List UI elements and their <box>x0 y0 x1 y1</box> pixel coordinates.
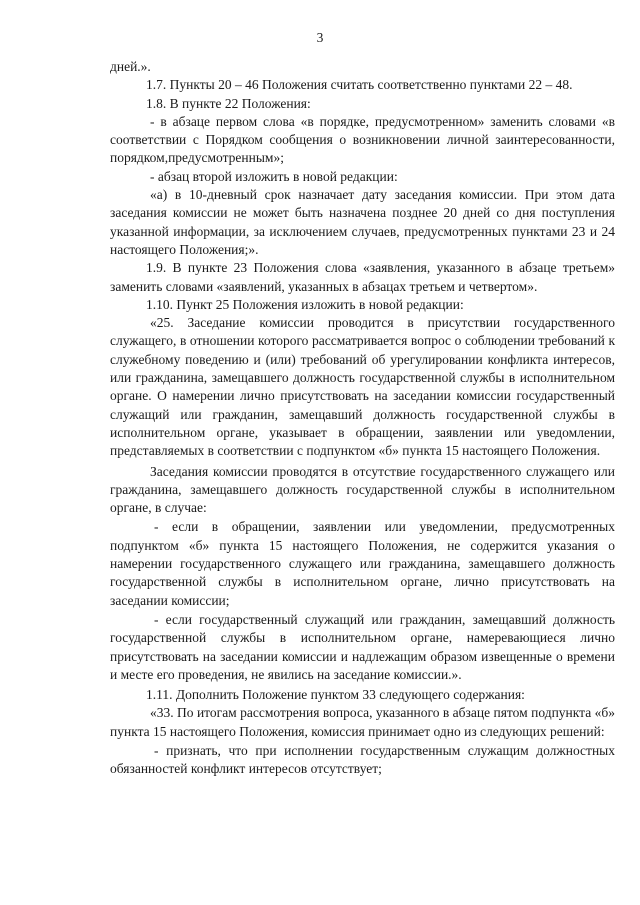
paragraph-1-8-item-1: - в абзаце первом слова «в порядке, предусмотренном» заменить словами «в соответствии с Порядком сообщения о возникновении личной заинтересованности, порядком,предусмотренным»; <box>110 113 615 166</box>
paragraph-1-11: 1.11. Дополнить Положение пунктом 33 следующего содержания: <box>146 687 525 703</box>
paragraph-25-absence: Заседания комиссии проводятся в отсутствие государственного служащего или гражданина, замещавшего должность государственной службы в исполнительном органе, в случае: <box>110 463 615 516</box>
paragraph-1-9: 1.9. В пункте 23 Положения слова «заявления, указанного в абзаце третьем» заменить словами «заявлений, указанных в абзацах третьем и четвертом». <box>110 260 615 294</box>
document-body <box>110 58 615 779</box>
paragraph-25-case-1: - если в обращении, заявлении или уведомлении, предусмотренных подпунктом «б» пункта 15 настоящего Положения, не содержится указания о намерении государственного служащего или гражданина, замещавшего должность государственной службы в исполнительном органе, лично присутствовать на заседании комиссии; <box>110 519 615 608</box>
paragraph-33-decision-1: - признать, что при исполнении государственным служащим должностных обязанностей конфликт интересов отсутствует; <box>110 742 615 777</box>
paragraph-1-8-quote: «а) в 10-дневный срок назначает дату заседания комиссии. При этом дата заседания комиссии не может быть назначена позднее 20 дней со дня поступления указанной информации, за исключением случаев, предусмотренных пунктами 23 и 24 настоящего Положения;». <box>110 187 615 257</box>
paragraph-continuation: дней.». <box>110 59 151 74</box>
paragraph-1-10: 1.10. Пункт 25 Положения изложить в новой редакции: <box>146 296 464 312</box>
paragraph-25-case-2: - если государственный служащий или гражданин, замещавший должность государственной службы в исполнительном органе, намеревающиеся лично присутствовать на заседании комиссии и надлежащим образом извещенные о времени и месте его проведения, не явились на заседание комиссии.». <box>110 611 615 682</box>
paragraph-1-8-item-2: - абзац второй изложить в новой редакции: <box>150 168 398 184</box>
paragraph-1-7: 1.7. Пункты 20 – 46 Положения считать соответственно пунктами 22 – 48. <box>146 77 573 93</box>
paragraph-33-quote: «33. По итогам рассмотрения вопроса, указанного в абзаце пятом подпункта «б» пункта 15 настоящего Положения, комиссия принимает одно из следующих решений: <box>110 705 615 739</box>
paragraph-25-quote: «25. Заседание комиссии проводится в присутствии государственного служащего, в отношении которого рассматривается вопрос о соблюдении требований к служебному поведению и (или) требований об урегулировании конфликта интересов, или гражданина, замещавшего должность государственной службы в исполнительном органе. О намерении лично присутствовать на заседании комиссии государственный служащий или гражданин, замещавший должность государственной службы в исполнительном органе, указывает в обращении, заявлении или уведомлении, представляемых в соответствии с подпунктом «б» пункта 15 настоящего Положения. <box>110 315 615 459</box>
page-number: 3 <box>316 30 324 45</box>
paragraph-1-8: 1.8. В пункте 22 Положения: <box>146 95 311 111</box>
